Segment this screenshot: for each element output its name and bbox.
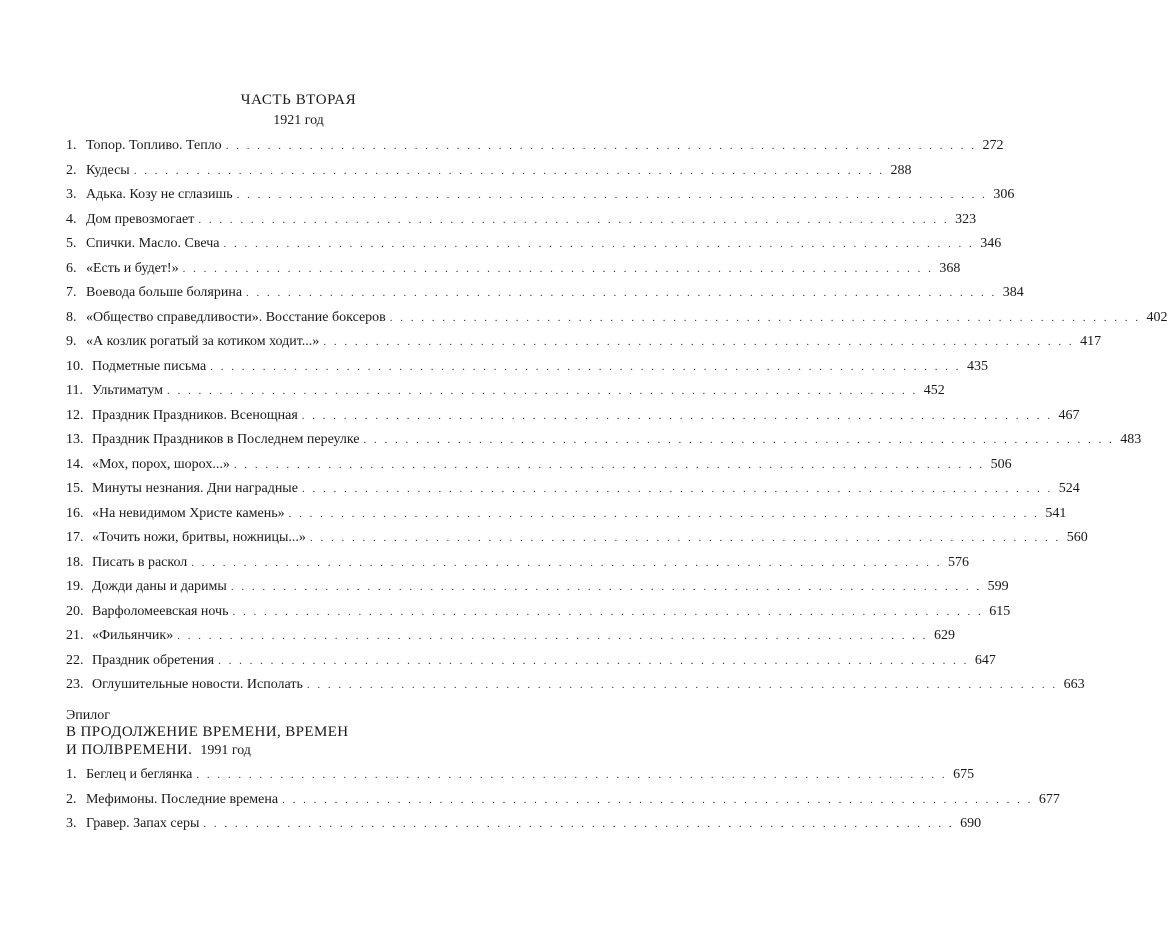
toc-leader-dots: . . . . . . . . . . . . . . . . . . . . . . . . . . . . . . . . . . . . . . . . . . . . . . . . . . . . . . . . . . . . . . . . . . . . . . . .: [288, 507, 1040, 520]
toc-leader-dots: . . . . . . . . . . . . . . . . . . . . . . . . . . . . . . . . . . . . . . . . . . . . . . . . . . . . . . . . . . . . . . . . . . . . . . . .: [191, 556, 943, 569]
toc-entry-page: 483: [1120, 432, 1142, 447]
toc-leader-dots: . . . . . . . . . . . . . . . . . . . . . . . . . . . . . . . . . . . . . . . . . . . . . . . . . . . . . . . . . . . . . . . . . . . . . . . .: [323, 336, 1075, 348]
epilogue-title-line2: [66, 742, 251, 759]
epilogue-toc-list: [66, 763, 1060, 837]
toc-entry-page: 346: [980, 236, 1002, 251]
toc-entry-title: Дожди даны и даримы: [92, 579, 227, 594]
epilogue-year: 1991 год: [200, 743, 251, 758]
toc-entry-number: 7.: [66, 285, 77, 300]
toc-entry: [66, 159, 912, 184]
toc-entry-page: 467: [1058, 407, 1080, 423]
toc-entry-number: 15.: [66, 481, 84, 496]
toc-leader-dots: . . . . . . . . . . . . . . . . . . . . . . . . . . . . . . . . . . . . . . . . . . . . . . . . . . . . . . . . . . . . . . . . . . . . . . . .: [282, 793, 1033, 806]
toc-entry-number: 20.: [66, 603, 84, 619]
toc-entry-page: 629: [933, 628, 955, 643]
toc-entry-title: Беглец и беглянка: [86, 767, 193, 782]
toc-entry-title: «Есть и будет!»: [86, 260, 179, 276]
toc-entry-page: 663: [1063, 677, 1085, 692]
toc-entry-page: 368: [939, 260, 961, 276]
toc-entry-page: 323: [955, 211, 977, 227]
toc-entry-title: «Общество справедливости». Восстание боксеров: [86, 309, 386, 325]
toc-entry-title: Мефимоны. Последние времена: [86, 791, 279, 807]
toc-entry-page: 384: [1002, 285, 1024, 300]
toc-entry-page: 452: [923, 383, 945, 398]
toc-entry-number: 3.: [66, 816, 77, 831]
toc-leader-dots: . . . . . . . . . . . . . . . . . . . . . . . . . . . . . . . . . . . . . . . . . . . . . . . . . . . . . . . . . . . . . . . . . . . . . . . .: [306, 679, 1058, 691]
toc-entry-title: Праздник обретения: [92, 652, 215, 668]
toc-entry: [66, 649, 996, 674]
toc-entry-page: 306: [993, 187, 1015, 202]
toc-leader-dots: . . . . . . . . . . . . . . . . . . . . . . . . . . . . . . . . . . . . . . . . . . . . . . . . . . . . . . . . . . . . . . . . . . . . . . . .: [210, 360, 961, 373]
toc-entry: [66, 551, 970, 576]
toc-entry-title: «Мох, порох, шорох...»: [92, 456, 230, 472]
toc-entry-title: Гравер. Запах серы: [86, 816, 200, 831]
toc-leader-dots: . . . . . . . . . . . . . . . . . . . . . . . . . . . . . . . . . . . . . . . . . . . . . . . . . . . . . . . . . . . . . . . . . . . . . . . .: [196, 769, 948, 781]
epilogue-title-line2-text: И ПОЛВРЕМЕНИ.: [66, 742, 193, 758]
toc-leader-dots: . . . . . . . . . . . . . . . . . . . . . . . . . . . . . . . . . . . . . . . . . . . . . . . . . . . . . . . . . . . . . . . . . . . . . . . .: [246, 287, 997, 299]
toc-entry-title: Топор. Топливо. Тепло: [86, 138, 222, 153]
toc-entry-number: 21.: [66, 628, 84, 643]
toc-entry-page: 541: [1045, 505, 1067, 521]
toc-entry-page: 435: [966, 358, 988, 374]
toc-entry: [66, 600, 1011, 625]
toc-entry: [66, 281, 1024, 306]
toc-entry-number: 13.: [66, 432, 84, 447]
toc-leader-dots: . . . . . . . . . . . . . . . . . . . . . . . . . . . . . . . . . . . . . . . . . . . . . . . . . . . . . . . . . . . . . . . . . . . . . . . .: [232, 605, 984, 618]
toc-entry: [66, 379, 945, 404]
toc-leader-dots: . . . . . . . . . . . . . . . . . . . . . . . . . . . . . . . . . . . . . . . . . . . . . . . . . . . . . . . . . . . . . . . . . . . . . . . .: [133, 164, 885, 177]
toc-entry-number: 10.: [66, 358, 84, 374]
toc-entry: [66, 257, 961, 282]
toc-entry-title: Воевода больше болярина: [86, 285, 243, 300]
toc-entry-number: 5.: [66, 236, 77, 251]
toc-entry-title: «Точить ножи, бритвы, ножницы...»: [92, 530, 306, 545]
toc-entry: [66, 306, 1168, 331]
toc-entry-number: 2.: [66, 162, 77, 178]
toc-leader-dots: . . . . . . . . . . . . . . . . . . . . . . . . . . . . . . . . . . . . . . . . . . . . . . . . . . . . . . . . . . . . . . . . . . . . . . . .: [225, 140, 977, 152]
part-year: 1921 год: [273, 113, 324, 128]
toc-entry: [66, 673, 1085, 698]
toc-leader-dots: . . . . . . . . . . . . . . . . . . . . . . . . . . . . . . . . . . . . . . . . . . . . . . . . . . . . . . . . . . . . . . . . . . . . . . . .: [198, 213, 950, 226]
toc-entry-page: 506: [990, 456, 1012, 472]
toc-entry: [66, 330, 1102, 355]
toc-entry-number: 22.: [66, 652, 84, 668]
toc-entry: [66, 526, 1088, 551]
toc-entry-number: 11.: [66, 383, 83, 398]
toc-entry-page: 272: [982, 138, 1004, 153]
toc-entry: [66, 134, 1004, 159]
toc-entry-number: 14.: [66, 456, 84, 472]
toc-entry-number: 12.: [66, 407, 84, 423]
toc-leader-dots: . . . . . . . . . . . . . . . . . . . . . . . . . . . . . . . . . . . . . . . . . . . . . . . . . . . . . . . . . . . . . . . . . . . . . . . .: [182, 262, 934, 275]
toc-leader-dots: . . . . . . . . . . . . . . . . . . . . . . . . . . . . . . . . . . . . . . . . . . . . . . . . . . . . . . . . . . . . . . . . . . . . . . . .: [301, 483, 1053, 495]
toc-entry-title: Варфоломеевская ночь: [92, 603, 229, 619]
toc-entry-number: 3.: [66, 187, 77, 202]
toc-entry-page: 560: [1066, 530, 1088, 545]
toc-entry-page: 599: [987, 579, 1009, 594]
toc-entry: [66, 477, 1080, 502]
toc-entry: [66, 183, 1015, 208]
toc-entry: [66, 502, 1067, 527]
toc-entry-title: «А козлик рогатый за котиком ходит...»: [86, 334, 320, 349]
toc-entry-page: 417: [1080, 334, 1102, 349]
part-toc-list: [66, 134, 1168, 698]
toc-entry-title: «На невидимом Христе камень»: [92, 505, 285, 521]
toc-entry-title: Дом превозмогает: [86, 211, 195, 227]
toc-entry: [66, 355, 988, 380]
epilogue-title-line1: В ПРОДОЛЖЕНИЕ ВРЕМЕНИ, ВРЕМЕН: [66, 724, 349, 740]
toc-leader-dots: . . . . . . . . . . . . . . . . . . . . . . . . . . . . . . . . . . . . . . . . . . . . . . . . . . . . . . . . . . . . . . . . . . . . . . . .: [301, 409, 1053, 422]
toc-entry-title: Спички. Масло. Свеча: [86, 236, 220, 251]
toc-entry: [66, 404, 1080, 429]
toc-leader-dots: . . . . . . . . . . . . . . . . . . . . . . . . . . . . . . . . . . . . . . . . . . . . . . . . . . . . . . . . . . . . . . . . . . . . . . . .: [218, 654, 969, 667]
toc-leader-dots: . . . . . . . . . . . . . . . . . . . . . . . . . . . . . . . . . . . . . . . . . . . . . . . . . . . . . . . . . . . . . . . . . . . . . . . .: [167, 385, 918, 397]
toc-entry-page: 647: [974, 652, 996, 668]
toc-entry-page: 288: [890, 162, 912, 178]
toc-entry-number: 6.: [66, 260, 77, 276]
toc-leader-dots: . . . . . . . . . . . . . . . . . . . . . . . . . . . . . . . . . . . . . . . . . . . . . . . . . . . . . . . . . . . . . . . . . . . . . . . .: [236, 189, 988, 201]
toc-entry-title: «Фильянчик»: [92, 628, 174, 643]
toc-entry-number: 1.: [66, 138, 77, 153]
toc-entry-page: 576: [948, 554, 970, 570]
toc-entry-number: 17.: [66, 530, 84, 545]
toc-entry-title: Оглушительные новости. Исполать: [92, 677, 303, 692]
toc-entry-page: 677: [1038, 791, 1060, 807]
toc-entry-number: 16.: [66, 505, 84, 521]
toc-entry-page: 615: [989, 603, 1011, 619]
toc-leader-dots: . . . . . . . . . . . . . . . . . . . . . . . . . . . . . . . . . . . . . . . . . . . . . . . . . . . . . . . . . . . . . . . . . . . . . . . .: [223, 238, 975, 250]
toc-entry-number: 8.: [66, 309, 77, 325]
toc-leader-dots: . . . . . . . . . . . . . . . . . . . . . . . . . . . . . . . . . . . . . . . . . . . . . . . . . . . . . . . . . . . . . . . . . . . . . . . .: [233, 458, 985, 471]
toc-entry-title: Кудесы: [86, 162, 130, 178]
toc-entry-page: 675: [953, 767, 975, 782]
toc-entry-title: Праздник Праздников. Всенощная: [92, 407, 298, 423]
toc-entry-title: Писать в раскол: [92, 554, 188, 570]
toc-entry-number: 4.: [66, 211, 77, 227]
toc-entry-number: 1.: [66, 767, 77, 782]
toc-entry-title: Подметные письма: [92, 358, 207, 374]
toc-entry: [66, 624, 955, 649]
part-title: ЧАСТЬ ВТОРАЯ: [240, 92, 357, 108]
toc-entry-page: 402: [1146, 309, 1168, 325]
toc-entry: [66, 208, 977, 233]
toc-entry-number: 19.: [66, 579, 84, 594]
toc-leader-dots: . . . . . . . . . . . . . . . . . . . . . . . . . . . . . . . . . . . . . . . . . . . . . . . . . . . . . . . . . . . . . . . . . . . . . . . .: [389, 311, 1141, 324]
epilogue-label: Эпилог: [66, 708, 110, 723]
toc-entry-title: Праздник Праздников в Последнем переулке: [92, 432, 360, 447]
toc-entry-number: 9.: [66, 334, 77, 349]
toc-entry-title: Ультиматум: [92, 383, 164, 398]
toc-entry: [66, 788, 1060, 813]
toc-entry-page: 690: [960, 816, 982, 831]
toc-entry-page: 524: [1058, 481, 1080, 496]
toc-leader-dots: . . . . . . . . . . . . . . . . . . . . . . . . . . . . . . . . . . . . . . . . . . . . . . . . . . . . . . . . . . . . . . . . . . . . . . . .: [230, 581, 982, 593]
toc-entry: [66, 812, 982, 837]
toc-entry-title: Адька. Козу не сглазишь: [86, 187, 233, 202]
toc-entry-title: Минуты незнания. Дни наградные: [92, 481, 298, 496]
toc-entry: [66, 232, 1002, 257]
toc-leader-dots: . . . . . . . . . . . . . . . . . . . . . . . . . . . . . . . . . . . . . . . . . . . . . . . . . . . . . . . . . . . . . . . . . . . . . . . .: [177, 630, 928, 642]
toc-entry: [66, 575, 1009, 600]
toc-entry-number: 18.: [66, 554, 84, 570]
toc-leader-dots: . . . . . . . . . . . . . . . . . . . . . . . . . . . . . . . . . . . . . . . . . . . . . . . . . . . . . . . . . . . . . . . . . . . . . . . .: [363, 434, 1115, 446]
toc-entry: [66, 453, 1012, 478]
toc-entry: [66, 763, 975, 788]
toc-leader-dots: . . . . . . . . . . . . . . . . . . . . . . . . . . . . . . . . . . . . . . . . . . . . . . . . . . . . . . . . . . . . . . . . . . . . . . . .: [203, 818, 955, 830]
toc-leader-dots: . . . . . . . . . . . . . . . . . . . . . . . . . . . . . . . . . . . . . . . . . . . . . . . . . . . . . . . . . . . . . . . . . . . . . . . .: [309, 532, 1061, 544]
toc-entry-number: 2.: [66, 791, 77, 807]
toc-entry-number: 23.: [66, 677, 84, 692]
toc-entry: [66, 428, 1142, 453]
